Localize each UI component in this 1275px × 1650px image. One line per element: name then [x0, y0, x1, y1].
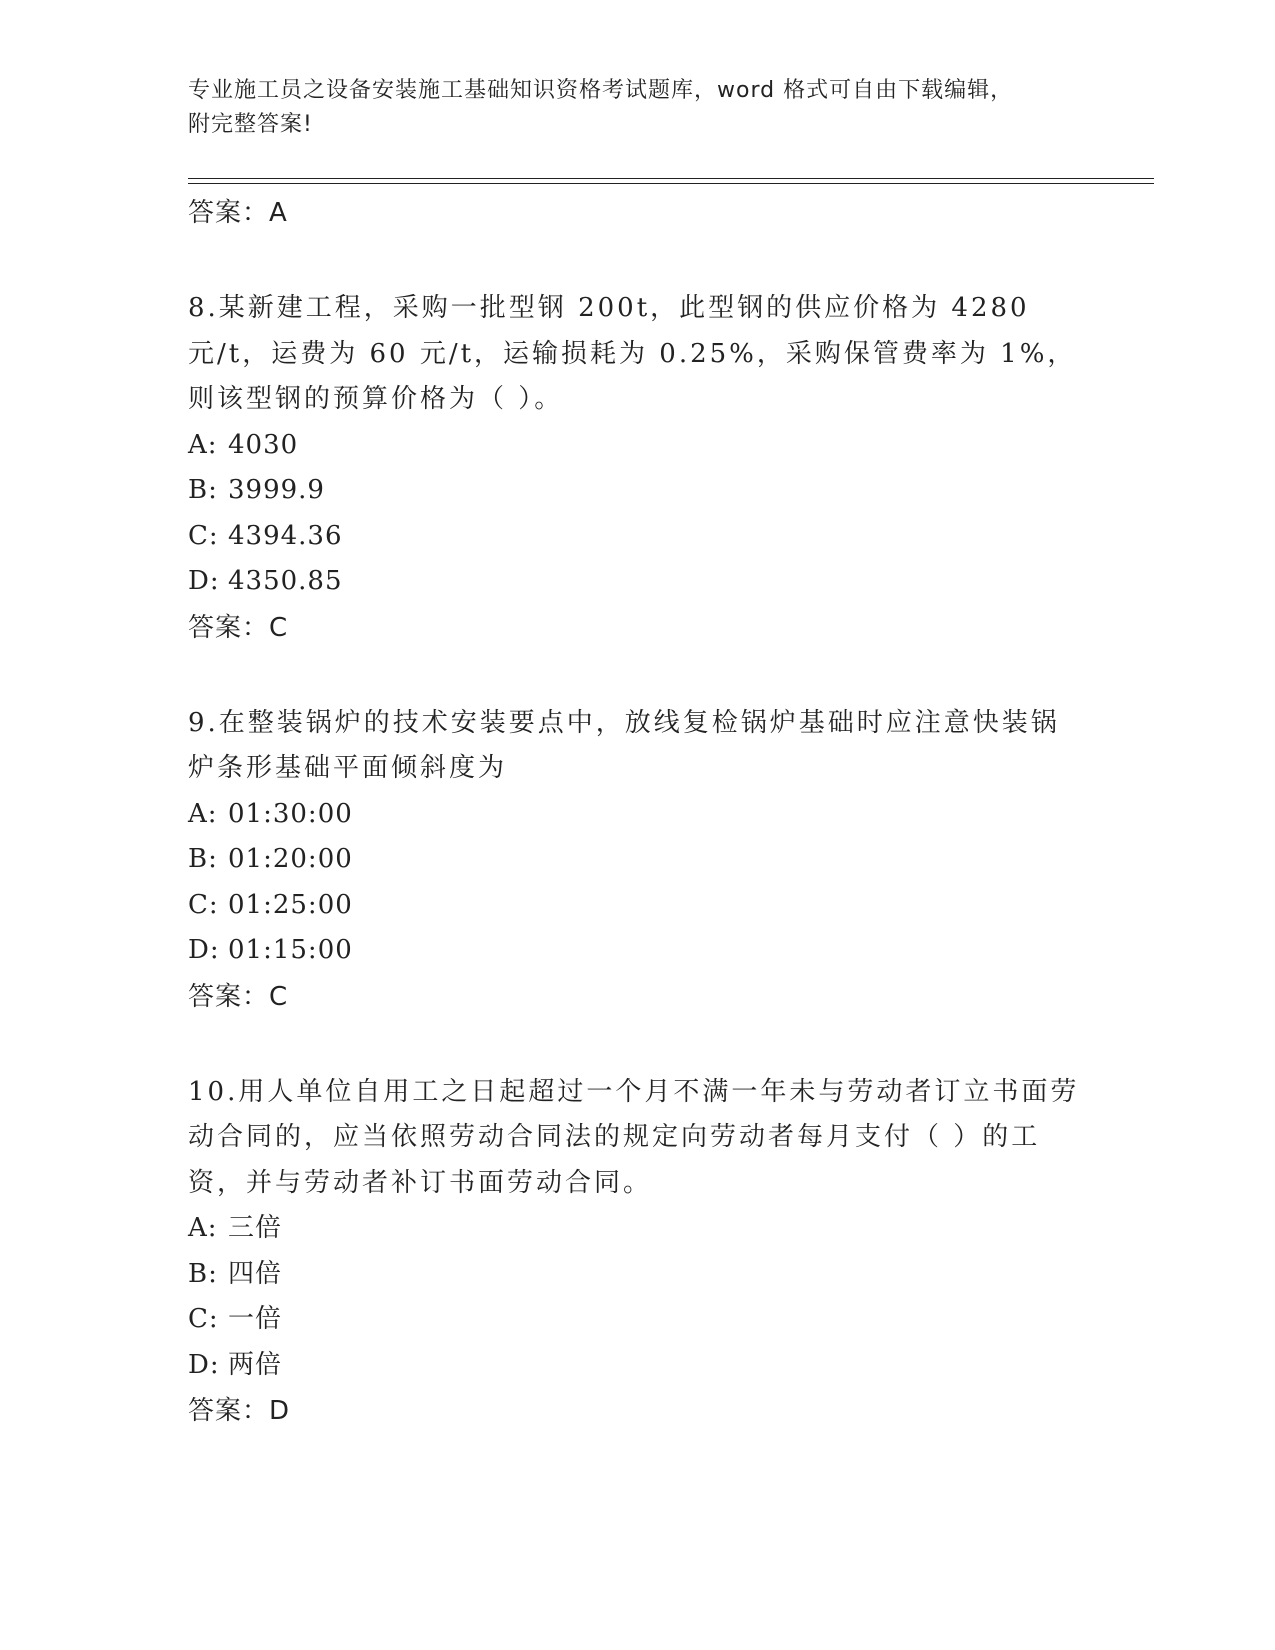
option-value: 一倍 [228, 1304, 283, 1334]
option-b [188, 1252, 1088, 1298]
option-value: 01:25:00 [228, 889, 353, 920]
option-value: 两倍 [228, 1349, 283, 1380]
option-letter: C: [188, 520, 219, 551]
option-letter: C: [188, 1304, 219, 1334]
option-a [188, 1206, 1088, 1252]
spacer [188, 651, 1088, 697]
option-value: 3999.9 [228, 475, 325, 505]
option-c [188, 514, 1088, 560]
question-10 [188, 1066, 1088, 1435]
option-value: 4350.85 [228, 566, 343, 596]
option-letter: C: [188, 889, 219, 920]
option-value: 01:30:00 [228, 798, 353, 829]
spacer [188, 236, 1088, 282]
option-value: 四倍 [228, 1258, 283, 1289]
option-letter: D: [188, 1349, 220, 1380]
question-text: 9.在整装锅炉的技术安装要点中，放线复检锅炉基础时应注意快装锅炉条形基础平面倾斜度为 [188, 707, 1060, 783]
option-d [188, 1343, 1088, 1389]
option-letter: A: [188, 1213, 218, 1243]
option-letter: D: [188, 566, 220, 596]
question-text: 10.用人单位自用工之日起超过一个月不满一年未与劳动者订立书面劳动合同的，应当依照劳动合同法的规定向劳动者每月支付（ ）的工资，并与劳动者补订书面劳动合同。 [188, 1076, 1080, 1198]
option-b [188, 837, 1088, 883]
option-c [188, 1297, 1088, 1343]
question-text: 8.某新建工程，采购一批型钢 200t，此型钢的供应价格为 4280 元/t，运费为 60 元/t，运输损耗为 0.25%，采购保管费率为 1%，则该型钢的预算价格为（ ）。 [188, 293, 1077, 414]
answer: 答案：D [188, 1396, 291, 1426]
question-9 [188, 697, 1088, 1020]
option-value: 4394.36 [228, 520, 343, 551]
option-value: 01:15:00 [228, 935, 353, 965]
answer: 答案：C [188, 981, 289, 1012]
option-letter: A: [188, 429, 218, 460]
option-a [188, 792, 1088, 838]
header-rule-top [188, 178, 1154, 179]
option-value: 4030 [228, 429, 299, 460]
answer: 答案：C [188, 612, 289, 643]
header-line-2: 附完整答案! [188, 112, 313, 137]
option-letter: D: [188, 935, 220, 965]
question-list [188, 190, 1088, 1434]
option-c [188, 883, 1088, 929]
option-d [188, 928, 1088, 974]
option-letter: A: [188, 798, 218, 829]
option-value: 01:20:00 [228, 844, 353, 874]
option-b [188, 468, 1088, 514]
header-line-1: 专业施工员之设备安装施工基础知识资格考试题库，word 格式可自由下载编辑， [188, 78, 1014, 103]
previous-answer: 答案：A [188, 198, 288, 228]
option-d [188, 559, 1088, 605]
question-8 [188, 282, 1088, 651]
option-value: 三倍 [228, 1213, 283, 1243]
option-letter: B: [188, 475, 218, 505]
option-letter: B: [188, 1258, 218, 1289]
header-rule-bottom [188, 183, 1154, 184]
spacer [188, 1020, 1088, 1066]
page-header [188, 74, 1068, 142]
option-a [188, 423, 1088, 469]
option-letter: B: [188, 844, 218, 874]
